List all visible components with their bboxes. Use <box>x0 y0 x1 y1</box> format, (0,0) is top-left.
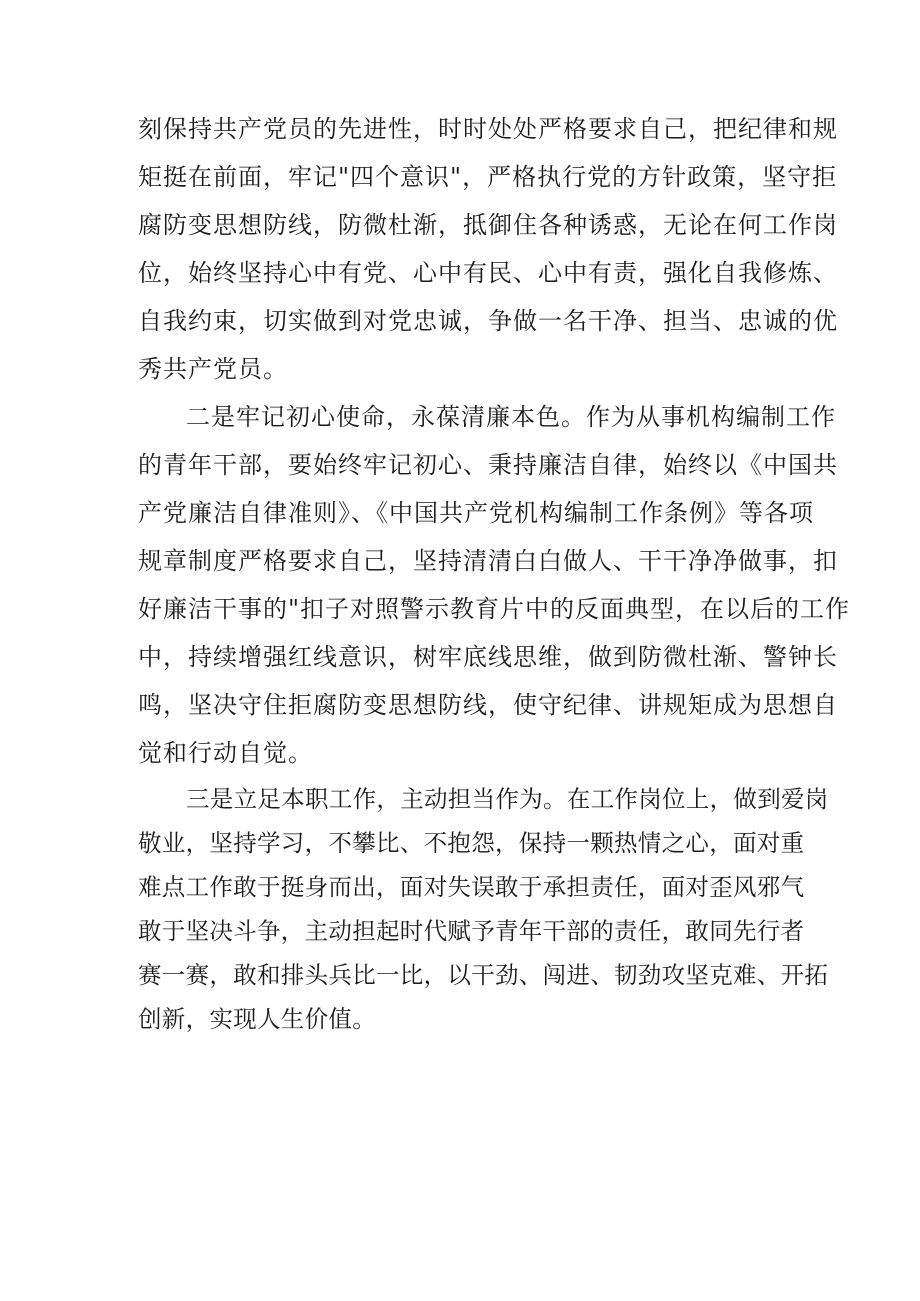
text-line: 觉和行动自觉。 <box>138 739 313 767</box>
text-line: 敢于坚决斗争，主动担起时代赋予青年干部的责任，敢同先行者 <box>138 917 805 945</box>
text-line: 规章制度严格要求自己，坚持清清白白做人、干干净净做事，扣 <box>138 547 838 575</box>
text-line: 产党廉洁自律准则》、《中国共产党机构编制工作条例》等各项 <box>138 499 814 527</box>
text-line: 的青年干部，要始终牢记初心、秉持廉洁自律，始终以《中国共 <box>138 451 838 479</box>
text-line: 刻保持共产党员的先进性，时时处处严格要求自己，把纪律和规 <box>138 115 838 143</box>
text-line: 敬业，坚持学习，不攀比、不抱怨，保持一颗热情之心，面对重 <box>138 829 805 857</box>
text-line: 创新，实现人生价值。 <box>138 1005 376 1033</box>
text-line: 自我约束，切实做到对党忠诚，争做一名干净、担当、忠诚的优 <box>138 307 838 335</box>
text-line: 鸣，坚决守住拒腐防变思想防线，使守纪律、讲规矩成为思想自 <box>138 691 838 719</box>
text-line: 矩挺在前面，牢记"四个意识"，严格执行党的方针政策，坚守拒 <box>138 163 838 191</box>
text-line: 二是牢记初心使命，永葆清廉本色。作为从事机构编制工作 <box>186 403 836 431</box>
paragraph-job-responsibility <box>138 777 829 1041</box>
text-line: 三是立足本职工作，主动担当作为。在工作岗位上，做到爱岗 <box>186 785 829 813</box>
text-line: 腐防变思想防线，防微杜渐，抵御住各种诱惑，无论在何工作岗 <box>138 211 838 239</box>
text-line: 难点工作敢于挺身而出，面对失误敢于承担责任，面对歪风邪气 <box>138 873 805 901</box>
text-line: 赛一赛，敢和排头兵比一比，以干劲、闯进、韧劲攻坚克难、开拓 <box>138 961 829 989</box>
text-line: 位，始终坚持心中有党、心中有民、心中有责，强化自我修炼、 <box>138 259 838 287</box>
text-line: 秀共产党员。 <box>138 355 288 383</box>
text-line: 中，持续增强红线意识，树牢底线思维，做到防微杜渐、警钟长 <box>138 643 838 671</box>
paragraph-original-mission <box>138 393 851 777</box>
text-line: 好廉洁干事的"扣子对照警示教育片中的反面典型，在以后的工作 <box>138 595 851 623</box>
paragraph-party-member <box>138 105 838 393</box>
